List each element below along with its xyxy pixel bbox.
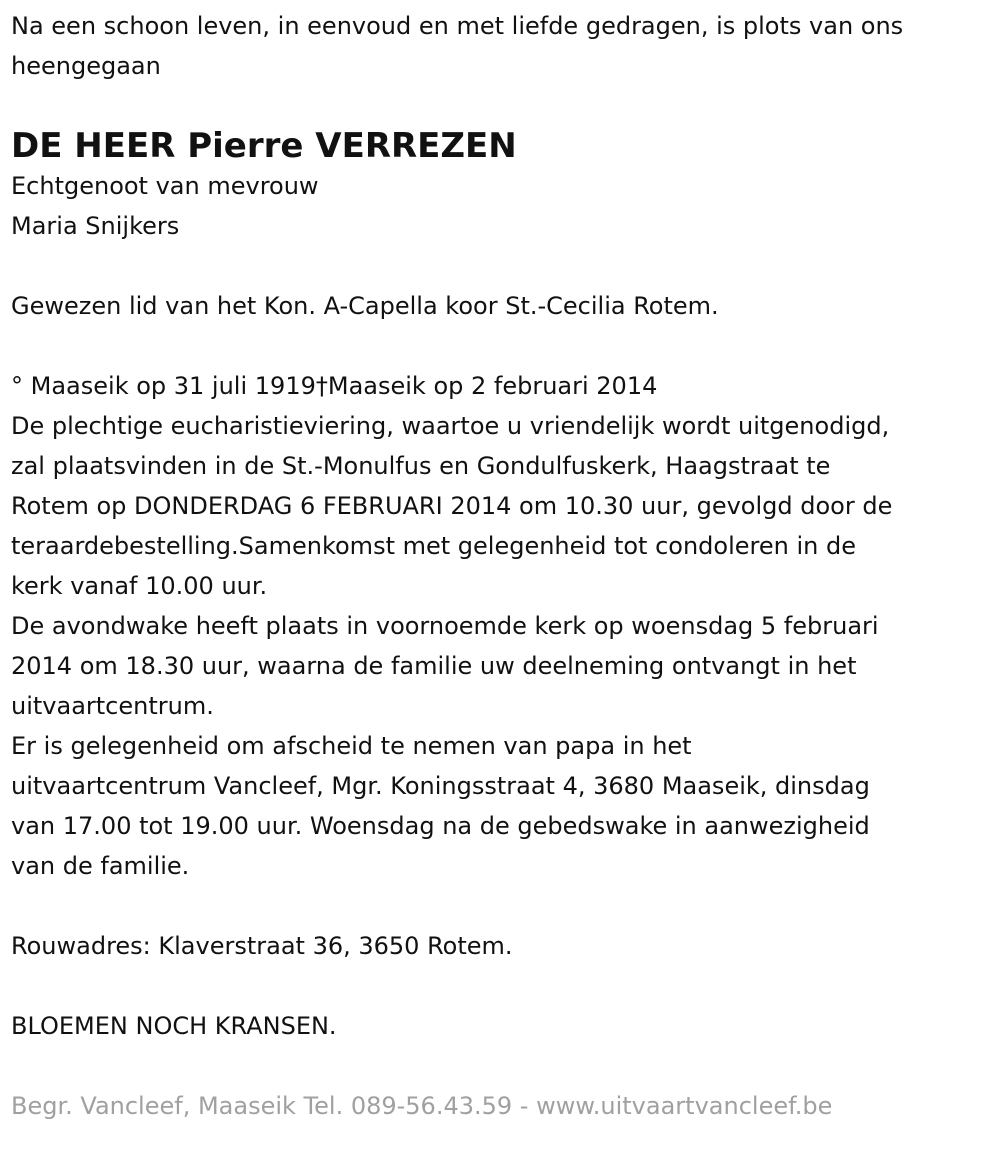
deceased-name: DE HEER Pierre VERREZEN (11, 126, 517, 166)
mourning-address: Rouwadres: Klaverstraat 36, 3650 Rotem. (11, 932, 513, 960)
farewell-line-1: Er is gelegenheid om afscheid te nemen van papa in het (11, 732, 692, 760)
farewell-line-4: van de familie. (11, 852, 190, 880)
life-dates (11, 366, 996, 406)
obituary-notice (11, 6, 996, 1126)
spouse-line-2: Maria Snijkers (11, 212, 180, 240)
vigil-line-1: De avondwake heeft plaats in voornoemde kerk op woensdag 5 februari (11, 612, 879, 640)
spacer (11, 886, 996, 926)
spacer (11, 966, 996, 1006)
farewell-line-2: uitvaartcentrum Vancleef, Mgr. Koningsstraat 4, 3680 Maaseik, dinsdag (11, 772, 870, 800)
spacer (11, 246, 996, 286)
membership-text: Gewezen lid van het Kon. A-Capella koor St.-Cecilia Rotem. (11, 292, 719, 320)
spacer (11, 1046, 996, 1086)
ceremony-line-1: De plechtige eucharistieviering, waartoe u vriendelijk wordt uitgenodigd, (11, 412, 890, 440)
ceremony-line-2: zal plaatsvinden in de St.-Monulfus en Gondulfuskerk, Haagstraat te (11, 452, 831, 480)
ceremony-line-5: kerk vanaf 10.00 uur. (11, 572, 268, 600)
spacer (11, 326, 996, 366)
intro-line-2: heengegaan (11, 52, 161, 80)
vigil-line-3: uitvaartcentrum. (11, 692, 214, 720)
farewell-line-3: van 17.00 tot 19.00 uur. Woensdag na de gebedswake in aanwezigheid (11, 812, 870, 840)
intro-line-1: Na een schoon leven, in eenvoud en met liefde gedragen, is plots van ons (11, 12, 904, 40)
birth-date: ° Maaseik op 31 juli 1919 (11, 372, 316, 400)
cross-icon: † (315, 372, 328, 400)
death-date: Maaseik op 2 februari 2014 (327, 372, 658, 400)
ceremony-line-4: teraardebestelling.Samenkomst met gelegenheid tot condoleren in de (11, 532, 856, 560)
vigil-line-2: 2014 om 18.30 uur, waarna de familie uw deelneming ontvangt in het (11, 652, 857, 680)
flowers-note: BLOEMEN NOCH KRANSEN. (11, 1012, 337, 1040)
spouse-line-1: Echtgenoot van mevrouw (11, 172, 319, 200)
funeral-home-footer: Begr. Vancleef, Maaseik Tel. 089-56.43.59 - www.uitvaartvancleef.be (11, 1092, 833, 1120)
ceremony-line-3: Rotem op DONDERDAG 6 FEBRUARI 2014 om 10.30 uur, gevolgd door de (11, 492, 893, 520)
